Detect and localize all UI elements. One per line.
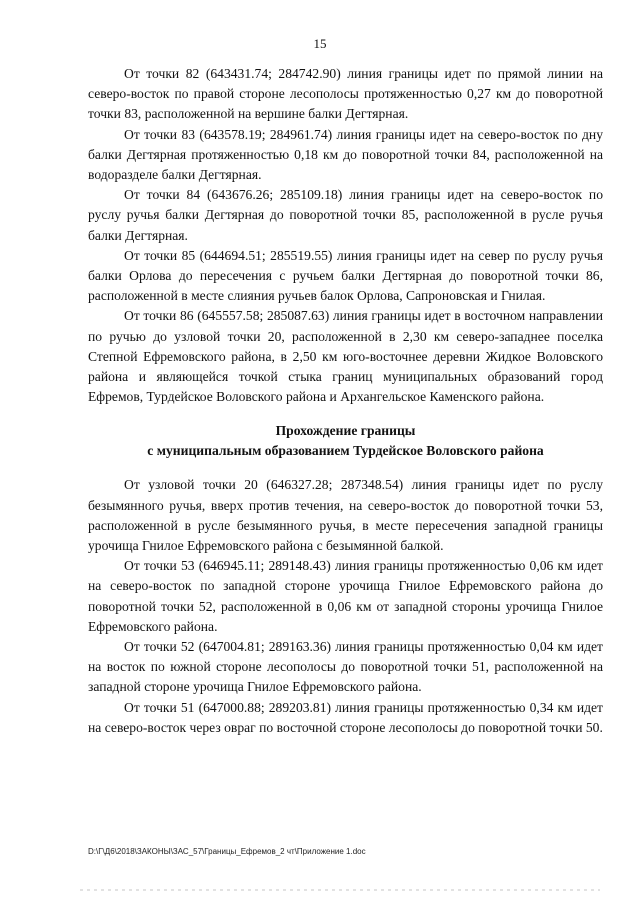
paragraph-point-82: От точки 82 (643431.74; 284742.90) линия границы идет по прямой линии на северо-восток по правой стороне лесополосы протяженностью 0,27 км до поворотной точки 83, расположенной на вершине балки Дегтярная. [88, 66, 603, 122]
paragraph-point-51: От точки 51 (647000.88; 289203.81) линия границы протяженностью 0,34 км идет на северо-восток через овраг по восточной стороне лесополосы до поворотной точки 50. [88, 699, 603, 735]
section-heading [88, 421, 603, 461]
section-heading-line-2: с муниципальным образованием Турдейское Воловского района [147, 443, 544, 459]
paragraph-point-86: От точки 86 (645557.58; 285087.63) линия границы идет в восточном направлении по ручью до узловой точки 20, расположенной в 2,30 км северо-западнее поселка Степной Ефремовского района, в 2,50 км юго-восточнее деревни Жидкое Воловского района и являющейся точкой стыка границ муниципальных образований город Ефремов, Турдейское Воловского района и Архангельское Каменского района. [88, 308, 603, 405]
paragraph-point-83: От точки 83 (643578.19; 284961.74) линия границы идет на северо-восток по дну балки Дегтярная протяженностью 0,18 км до поворотной точки 84, расположенной на водоразделе балки Дегтярная. [88, 126, 603, 183]
section-heading-line-1: Прохождение границы [275, 423, 416, 439]
paragraph-point-52: От точки 52 (647004.81; 289163.36) линия границы протяженностью 0,04 км идет на восток по южной стороне лесополосы до поворотной точки 51, расположенной на западной стороне урочища Гнилое Ефремовского района. [88, 639, 603, 695]
paragraph-point-84: От точки 84 (643676.26; 285109.18) линия границы идет на северо-восток по руслу ручья балки Дегтярная до поворотной точки 85, расположенной в русле ручья балки Дегтярная. [88, 187, 603, 243]
document-body [88, 64, 603, 738]
footer-file-path: D:\Г\Д6\2018\ЗАКОНЫ\ЗАС_57\Границы_Ефремов_2 чт\Приложение 1.doc [88, 847, 366, 856]
page-number: 15 [313, 36, 327, 51]
paragraph-point-53: От точки 53 (646945.11; 289148.43) линия границы протяженностью 0,06 км идет на северо-восток по западной стороне урочища Гнилое Ефремовского района до поворотной точки 52, расположенной в 0,06 км от западной стороны урочища Гнилое Ефремовского района. [88, 558, 603, 634]
paragraph-point-85: От точки 85 (644694.51; 285519.55) линия границы идет на север по руслу ручья балки Орлова до пересечения с ручьем балки Дегтярная до поворотной точки 86, расположенной в месте слияния ручьев балок Орлова, Сапроновская и Гнилая. [88, 247, 603, 304]
scan-artifact-line [80, 889, 600, 891]
paragraph-point-20: От узловой точки 20 (646327.28; 287348.54) линия границы идет по руслу безымянного ручья, вверх против течения, на северо-восток до поворотной точки 53, расположенной в русле безымянного ручья, в месте пересечения западной границы урочища Гнилое Ефремовского района с безымянной балкой. [88, 477, 603, 554]
